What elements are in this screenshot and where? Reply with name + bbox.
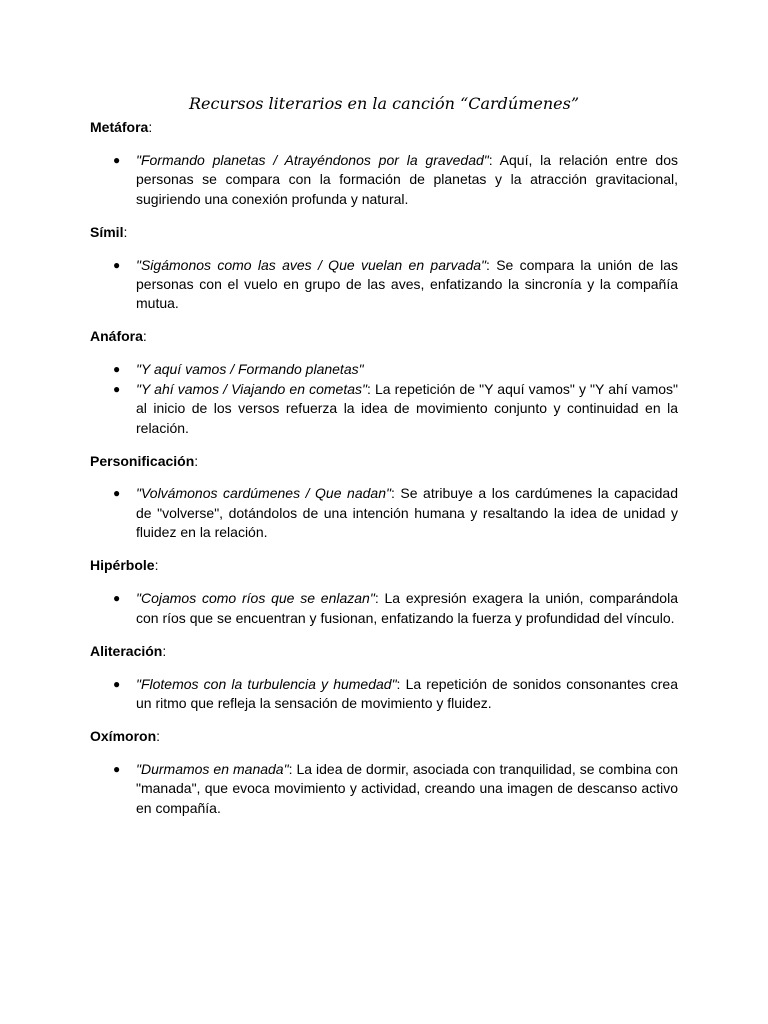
explanation-text: : La expresión exagera la unión, comparándola con ríos que se encuentran y fusionan, enfatizando la fuerza y profundidad del vínculo.	[136, 590, 678, 626]
lyric-quote: "Formando planetas / Atrayéndonos por la gravedad"	[136, 151, 489, 168]
section	[90, 327, 678, 438]
lyric-quote: "Sigámonos como las aves / Que vuelan en parvada"	[136, 256, 486, 273]
section	[90, 118, 678, 209]
section-term: Hipérbole	[90, 557, 155, 574]
list-item	[90, 760, 678, 818]
section-term: Aliteración	[90, 642, 163, 659]
bullet-icon: ●	[113, 257, 121, 272]
bullet-icon: ●	[113, 676, 121, 691]
section	[90, 452, 678, 543]
section-heading	[90, 556, 678, 575]
document-title: Recursos literarios en la canción “Cardúmenes”	[188, 94, 580, 113]
section-heading	[90, 223, 678, 242]
bullet-icon: ●	[113, 486, 121, 501]
bullet-list	[90, 151, 678, 209]
bullet-list	[90, 256, 678, 314]
section-heading	[90, 452, 678, 471]
lyric-quote: "Volvámonos cardúmenes / Que nadan"	[136, 485, 391, 502]
section	[90, 556, 678, 628]
document-body	[90, 118, 678, 832]
lyric-quote: "Y aquí vamos / Formando planetas"	[136, 361, 364, 378]
list-item	[90, 380, 678, 438]
bullet-list	[90, 360, 678, 438]
section-term: Anáfora	[90, 328, 143, 345]
lyric-quote: "Flotemos con la turbulencia y humedad"	[136, 675, 397, 692]
list-item	[90, 484, 678, 542]
explanation-text: : Aquí, la relación entre dos personas se compara con la formación de planetas y la atracción gravitacional, sugiriendo una conexión profunda y natural.	[136, 151, 678, 207]
bullet-list	[90, 589, 678, 628]
section-colon: :	[162, 642, 167, 659]
section-term: Personificación	[90, 452, 195, 469]
section-colon: :	[123, 223, 128, 240]
section-term: Símil	[90, 223, 124, 240]
list-item	[90, 151, 678, 209]
section-term: Oxímoron	[90, 727, 157, 744]
bullet-icon: ●	[113, 362, 121, 377]
section-colon: :	[142, 328, 147, 345]
bullet-list	[90, 484, 678, 542]
explanation-text: : La repetición de "Y aquí vamos" y "Y ahí vamos" al inicio de los versos refuerza la idea de movimiento conjunto y continuidad en la relación.	[136, 380, 678, 436]
section-heading	[90, 642, 678, 661]
section-heading	[90, 727, 678, 746]
list-item	[90, 256, 678, 314]
section-colon: :	[156, 727, 161, 744]
bullet-icon: ●	[113, 152, 121, 167]
bullet-icon: ●	[113, 591, 121, 606]
list-item	[90, 675, 678, 714]
bullet-list	[90, 675, 678, 714]
section	[90, 727, 678, 818]
bullet-icon: ●	[113, 381, 121, 396]
section-term: Metáfora	[90, 119, 149, 135]
lyric-quote: "Y ahí vamos / Viajando en cometas"	[136, 380, 367, 397]
section-heading	[90, 327, 678, 346]
explanation-text: : La repetición de sonidos consonantes crea un ritmo que refleja la sensación de movimiento y fluidez.	[136, 675, 678, 711]
bullet-list	[90, 760, 678, 818]
list-item	[90, 589, 678, 628]
section	[90, 642, 678, 714]
section-heading	[90, 118, 678, 137]
lyric-quote: "Cojamos como ríos que se enlazan"	[136, 590, 375, 607]
explanation-text: : Se atribuye a los cardúmenes la capacidad de "volverse", dotándolos de una intención humana y resaltando la idea de unidad y fluidez en la relación.	[136, 485, 679, 541]
section	[90, 223, 678, 314]
explanation-text: : La idea de dormir, asociada con tranquilidad, se combina con "manada", que evoca movimiento y actividad, creando una imagen de descanso activo en compañía.	[136, 760, 678, 816]
section-colon: :	[154, 557, 159, 574]
lyric-quote: "Durmamos en manada"	[136, 760, 289, 777]
list-item	[90, 360, 678, 379]
explanation-text: : Se compara la unión de las personas con el vuelo en grupo de las aves, enfatizando la sincronía y la compañía mutua.	[136, 256, 678, 312]
section-colon: :	[194, 452, 199, 469]
section-colon: :	[148, 119, 153, 135]
bullet-icon: ●	[113, 761, 121, 776]
